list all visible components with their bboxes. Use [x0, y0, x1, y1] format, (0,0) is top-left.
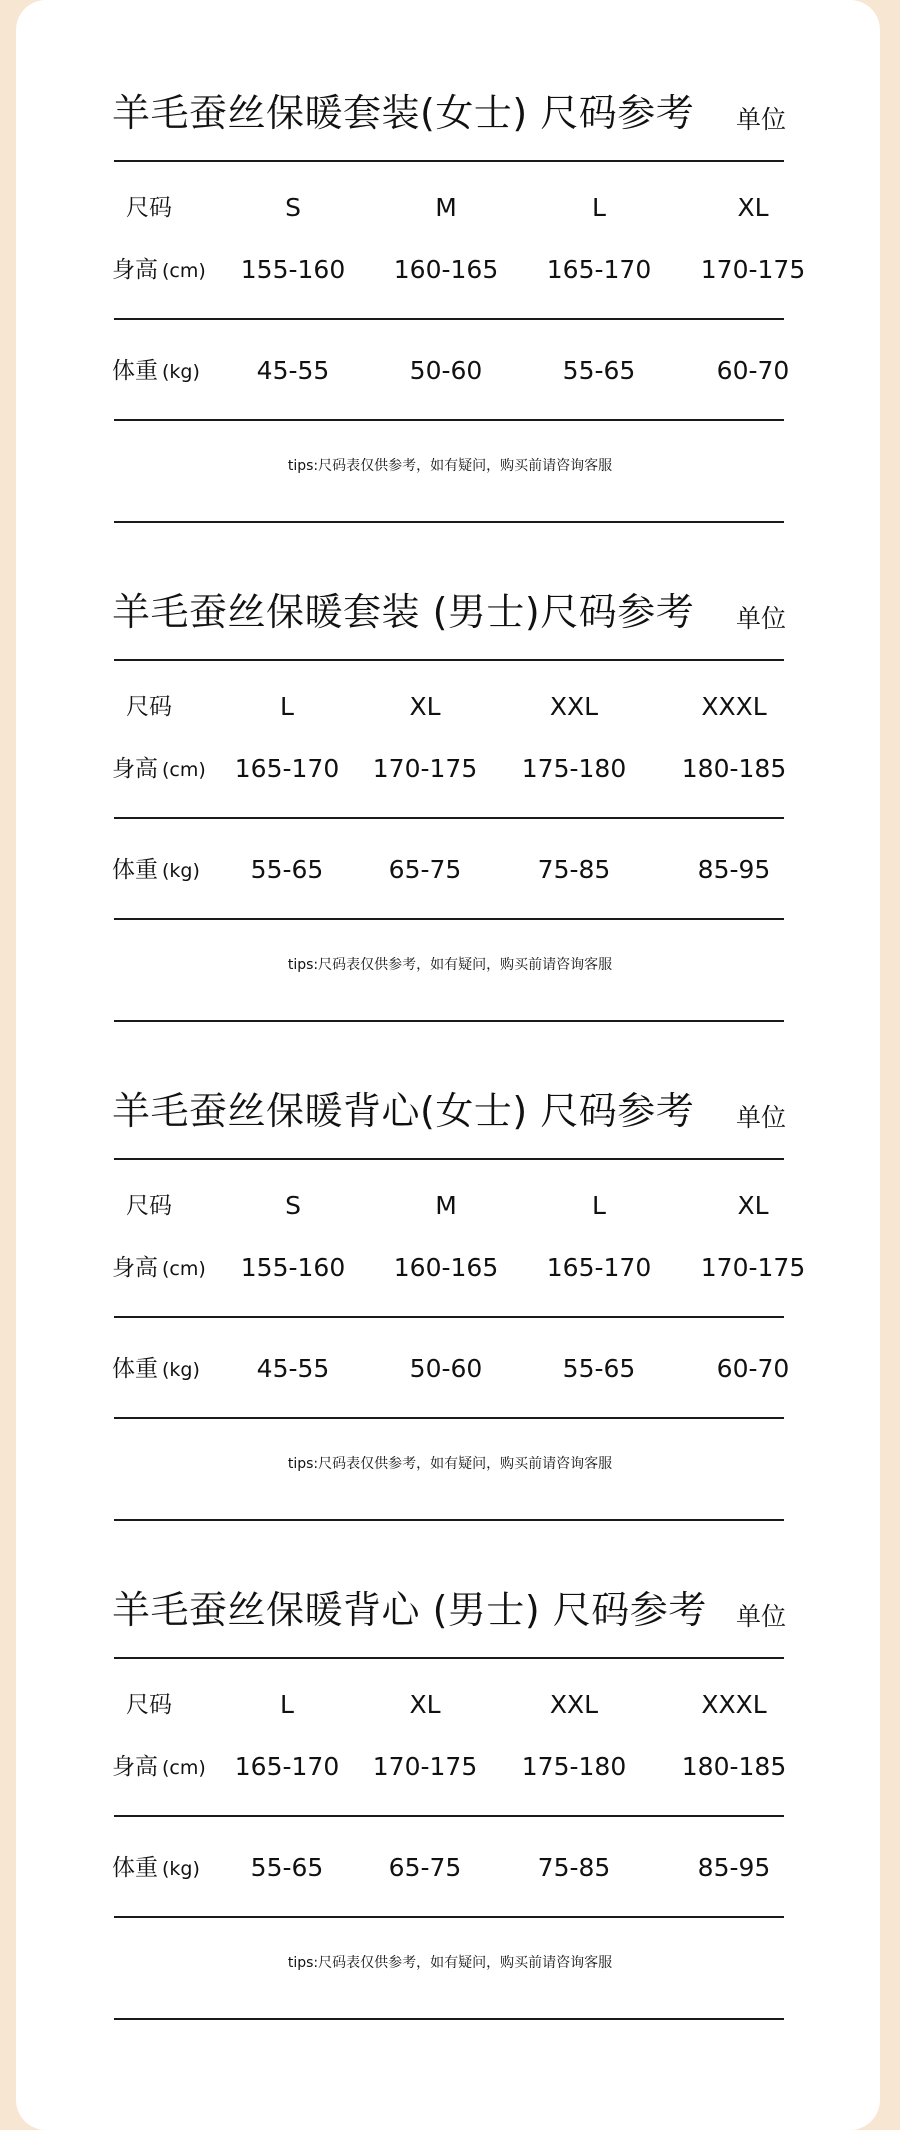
- height-label-text: 身高: [112, 1255, 158, 1281]
- unit-label: 单位: [736, 105, 787, 134]
- height-unit: (cm): [162, 759, 206, 781]
- height-cell: 175-180: [521, 1752, 627, 1781]
- height-cell: 155-160: [240, 1253, 346, 1282]
- height-row-label: [112, 254, 206, 287]
- height-cell: 170-175: [700, 255, 806, 284]
- divider-line: [114, 659, 784, 661]
- height-cell: 160-165: [393, 1253, 499, 1282]
- weight-cell: 45-55: [256, 1354, 330, 1383]
- height-cell: 165-170: [546, 255, 652, 284]
- height-label-text: 身高: [112, 1754, 158, 1780]
- weight-cell: 60-70: [716, 1354, 790, 1383]
- height-cell: 160-165: [393, 255, 499, 284]
- height-cell: 165-170: [234, 754, 340, 783]
- size-cell: M: [435, 1191, 457, 1220]
- divider-line: [114, 2018, 784, 2020]
- weight-label-text: 体重: [112, 358, 158, 384]
- divider-line: [114, 1158, 784, 1160]
- weight-cell: 55-65: [250, 855, 324, 884]
- weight-cell: 50-60: [409, 1354, 483, 1383]
- height-cell: 175-180: [521, 754, 627, 783]
- size-row-label: 尺码: [126, 195, 172, 221]
- unit-label: 单位: [736, 604, 787, 633]
- divider-line: [114, 1417, 784, 1419]
- weight-label-text: 体重: [112, 1356, 158, 1382]
- tips-note: tips:尺码表仅供参考，如有疑问，购买前请咨询客服: [287, 458, 613, 474]
- size-cell: L: [592, 193, 606, 222]
- size-chart-section: [0, 0, 900, 474]
- height-label-text: 身高: [112, 257, 158, 283]
- weight-label-text: 体重: [112, 857, 158, 883]
- divider-line: [114, 318, 784, 320]
- height-unit: (cm): [162, 1258, 206, 1280]
- divider-line: [114, 918, 784, 920]
- weight-cell: 45-55: [256, 356, 330, 385]
- height-row-label: [112, 753, 206, 786]
- size-cell: L: [280, 1690, 294, 1719]
- weight-cell: 60-70: [716, 356, 790, 385]
- weight-row-label: [112, 355, 200, 388]
- size-row-label: 尺码: [126, 694, 172, 720]
- weight-cell: 75-85: [537, 855, 611, 884]
- height-unit: (cm): [162, 1757, 206, 1779]
- height-cell: 170-175: [700, 1253, 806, 1282]
- weight-cell: 75-85: [537, 1853, 611, 1882]
- size-cell: XXXL: [701, 692, 767, 721]
- size-cell: L: [592, 1191, 606, 1220]
- height-cell: 180-185: [681, 1752, 787, 1781]
- chart-title: 羊毛蚕丝保暖套装 (男士)尺码参考: [112, 590, 695, 634]
- size-cell: XL: [409, 1690, 441, 1719]
- size-cell: XXXL: [701, 1690, 767, 1719]
- height-cell: 165-170: [546, 1253, 652, 1282]
- weight-unit: (kg): [162, 361, 200, 383]
- chart-title: 羊毛蚕丝保暖背心(女士) 尺码参考: [112, 1089, 695, 1133]
- size-cell: M: [435, 193, 457, 222]
- size-cell: S: [285, 193, 301, 222]
- size-chart-section: [0, 499, 900, 973]
- height-cell: 180-185: [681, 754, 787, 783]
- size-cell: L: [280, 692, 294, 721]
- size-cell: XXL: [549, 692, 599, 721]
- height-cell: 170-175: [372, 1752, 478, 1781]
- height-row-label: [112, 1751, 206, 1784]
- weight-cell: 50-60: [409, 356, 483, 385]
- weight-unit: (kg): [162, 1359, 200, 1381]
- height-cell: 170-175: [372, 754, 478, 783]
- size-cell: XL: [737, 193, 769, 222]
- divider-line: [114, 1316, 784, 1318]
- height-row-label: [112, 1252, 206, 1285]
- weight-row-label: [112, 854, 200, 887]
- size-cell: XXL: [549, 1690, 599, 1719]
- weight-cell: 65-75: [388, 1853, 462, 1882]
- weight-cell: 55-65: [562, 1354, 636, 1383]
- size-cell: XL: [737, 1191, 769, 1220]
- size-row-label: 尺码: [126, 1692, 172, 1718]
- divider-line: [114, 1657, 784, 1659]
- weight-cell: 55-65: [250, 1853, 324, 1882]
- divider-line: [114, 160, 784, 162]
- weight-unit: (kg): [162, 860, 200, 882]
- weight-cell: 55-65: [562, 356, 636, 385]
- height-unit: (cm): [162, 260, 206, 282]
- unit-label: 单位: [736, 1602, 787, 1631]
- tips-note: tips:尺码表仅供参考，如有疑问，购买前请咨询客服: [287, 1456, 613, 1472]
- weight-unit: (kg): [162, 1858, 200, 1880]
- height-label-text: 身高: [112, 756, 158, 782]
- size-chart-section: [0, 1497, 900, 1971]
- size-cell: XL: [409, 692, 441, 721]
- weight-cell: 85-95: [697, 855, 771, 884]
- size-chart-section: [0, 998, 900, 1472]
- size-cell: S: [285, 1191, 301, 1220]
- height-cell: 165-170: [234, 1752, 340, 1781]
- divider-line: [114, 1916, 784, 1918]
- unit-label: 单位: [736, 1103, 787, 1132]
- size-row-label: 尺码: [126, 1193, 172, 1219]
- weight-row-label: [112, 1353, 200, 1386]
- weight-row-label: [112, 1852, 200, 1885]
- chart-title: 羊毛蚕丝保暖背心 (男士) 尺码参考: [112, 1588, 707, 1632]
- divider-line: [114, 419, 784, 421]
- weight-cell: 85-95: [697, 1853, 771, 1882]
- divider-line: [114, 817, 784, 819]
- tips-note: tips:尺码表仅供参考，如有疑问，购买前请咨询客服: [287, 1955, 613, 1971]
- divider-line: [114, 1815, 784, 1817]
- weight-label-text: 体重: [112, 1855, 158, 1881]
- tips-note: tips:尺码表仅供参考，如有疑问，购买前请咨询客服: [287, 957, 613, 973]
- weight-cell: 65-75: [388, 855, 462, 884]
- height-cell: 155-160: [240, 255, 346, 284]
- chart-title: 羊毛蚕丝保暖套装(女士) 尺码参考: [112, 91, 695, 135]
